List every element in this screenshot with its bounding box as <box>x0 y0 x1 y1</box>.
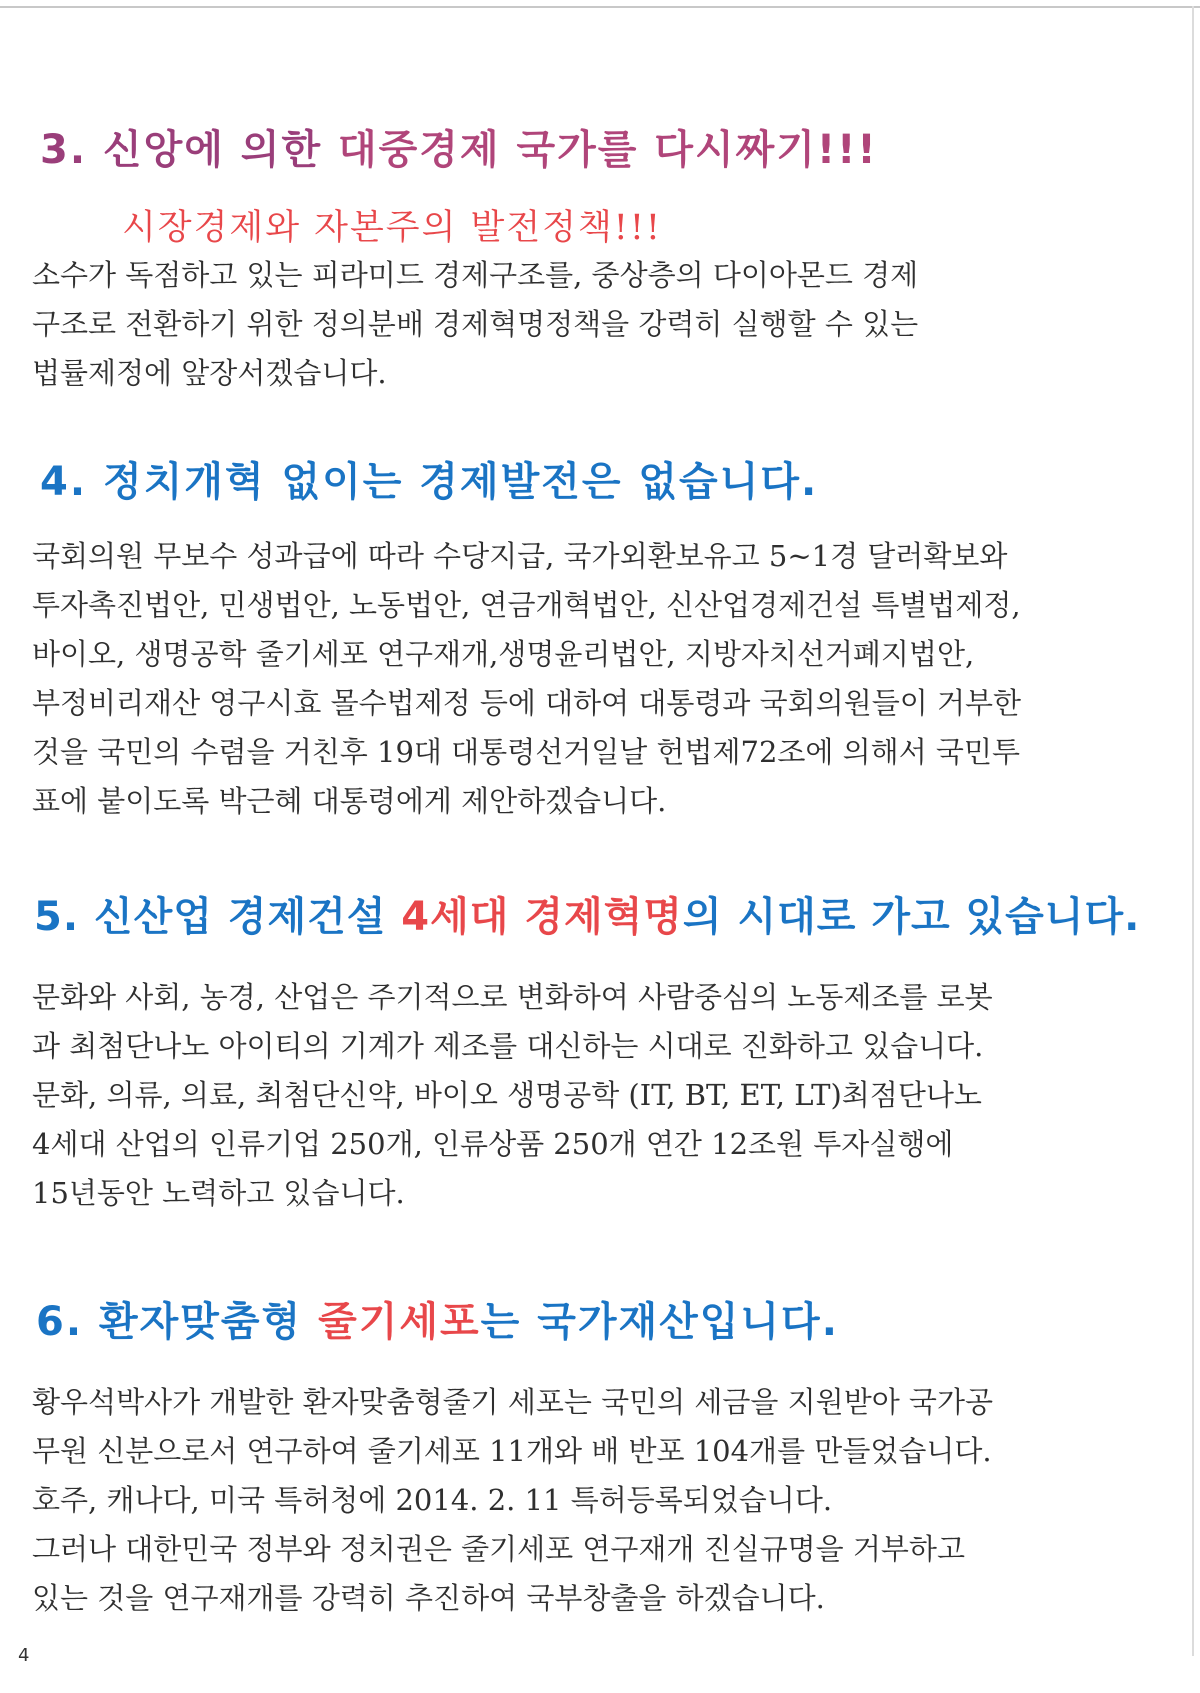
section-4-body <box>32 532 1021 826</box>
section-6-body-line: 황우석박사가 개발한 환자맞춤형줄기 세포는 국민의 세금을 지원받아 국가공 <box>32 1385 993 1419</box>
scan-right-edge <box>1192 6 1194 1656</box>
section-4-body-line: 것을 국민의 수렴을 거친후 19대 대통령선거일날 헌법제72조에 의해서 국민투 <box>32 735 1020 769</box>
section-6-body <box>32 1378 993 1623</box>
section-3-body <box>32 251 918 398</box>
section-5-body-line: 과 최첨단나노 아이티의 기계가 제조를 대신하는 시대로 진화하고 있습니다. <box>32 1029 984 1063</box>
section-3-body-line: 법률제정에 앞장서겠습니다. <box>32 356 387 390</box>
section-5-body <box>32 973 993 1218</box>
section-5-heading <box>34 885 1140 942</box>
section-3-body-line: 소수가 독점하고 있는 피라미드 경제구조를, 중상층의 다이아몬드 경제 <box>32 258 919 292</box>
section-5-heading-part-2: 4세대 경제혁명 <box>401 894 683 940</box>
section-5-body-line: 4세대 산업의 인류기업 250개, 인류상품 250개 연간 12조원 투자실행에 <box>32 1127 954 1161</box>
section-4-body-line: 투자촉진법안, 민생법안, 노동법안, 연금개혁법안, 신산업경제건설 특별법제정, <box>32 588 1021 622</box>
section-6-body-line: 무원 신분으로서 연구하여 줄기세포 11개와 배 반포 104개를 만들었습니다. <box>32 1434 992 1468</box>
page-number: 4 <box>18 1645 30 1666</box>
section-3-heading-part-1: 3. 신앙에 의한 <box>40 127 339 173</box>
section-4-heading-part-1: 4. 정치개혁 없이는 경제발전은 없습니다. <box>40 459 819 505</box>
section-6-heading-part-3: 는 국가재산입니다. <box>480 1299 839 1345</box>
section-6-heading-part-1: 6. 환자맞춤형 <box>36 1299 319 1345</box>
section-4-body-line: 바이오, 생명공학 줄기세포 연구재개,생명윤리법안, 지방자치선거폐지법안, <box>32 637 975 671</box>
section-5-body-line: 문화, 의류, 의료, 최첨단신약, 바이오 생명공학 (IT, BT, ET, LT)최점단나노 <box>32 1078 982 1112</box>
scan-top-edge <box>0 6 1200 8</box>
section-3-body-line: 구조로 전환하기 위한 정의분배 경제혁명정책을 강력히 실행할 수 있는 <box>32 307 919 341</box>
section-4-body-line: 표에 붙이도록 박근혜 대통령에게 제안하겠습니다. <box>32 784 667 818</box>
section-3-heading <box>40 118 878 175</box>
section-6-body-line: 그러나 대한민국 정부와 정치권은 줄기세포 연구재개 진실규명을 거부하고 <box>32 1532 965 1566</box>
section-5-heading-part-3: 의 시대로 가고 있습니다. <box>682 894 1141 940</box>
section-3-heading-part-2: 대중경제 국가를 다시짜기!!! <box>338 127 878 173</box>
section-6-body-line: 있는 것을 연구재개를 강력히 추진하여 국부창출을 하겠습니다. <box>32 1581 825 1615</box>
section-5-body-line: 15년동안 노력하고 있습니다. <box>32 1176 405 1210</box>
section-6-body-line: 호주, 캐나다, 미국 특허청에 2014. 2. 11 특허등록되었습니다. <box>32 1483 833 1517</box>
section-4-body-line: 국회의원 무보수 성과급에 따라 수당지급, 국가외환보유고 5~1경 달러확보와 <box>32 539 1008 573</box>
section-4-body-line: 부정비리재산 영구시효 몰수법제정 등에 대하여 대통령과 국회의원들이 거부한 <box>32 686 1021 720</box>
section-3-subheading: 시장경제와 자본주의 발전정책!!! <box>122 208 662 248</box>
section-5-body-line: 문화와 사회, 농경, 산업은 주기적으로 변화하여 사람중심의 노동제조를 로봇 <box>32 980 993 1014</box>
section-6-heading-part-2: 줄기세포 <box>318 1299 481 1345</box>
section-5-heading-part-1: 5. 신산업 경제건설 <box>34 894 402 940</box>
section-6-heading <box>36 1290 839 1347</box>
section-4-heading <box>40 450 818 507</box>
